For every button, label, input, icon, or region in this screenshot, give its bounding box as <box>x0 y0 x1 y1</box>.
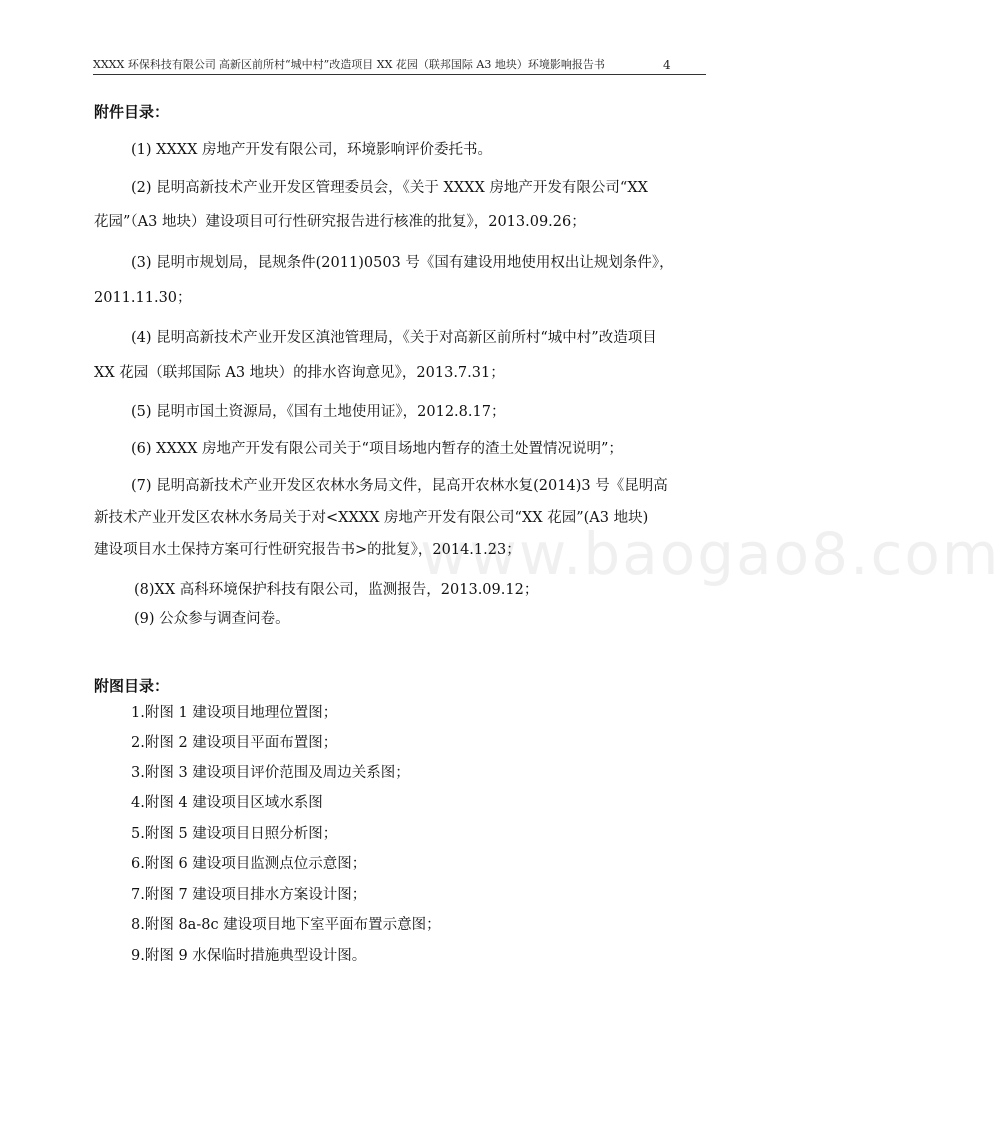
attachment-line: (3) 昆明市规划局，昆规条件(2011)0503 号《国有建设用地使用权出让规划条件》， <box>131 255 674 271</box>
attachment-line: (4) 昆明高新技术产业开发区滇池管理局，《关于对高新区前所村“城中村”改造项目 <box>131 330 657 346</box>
attachment-line: 建设项目水土保持方案可行性研究报告书>的批复》，2014.1.23； <box>94 542 521 558</box>
figure-line: 8.附图 8a-8c 建设项目地下室平面布置示意图； <box>131 917 441 933</box>
header-rule <box>93 74 706 75</box>
page-header <box>93 57 706 73</box>
attachment-line: 花园”（A3 地块）建设项目可行性研究报告进行核准的批复》，2013.09.26； <box>94 214 586 230</box>
figure-line: 5.附图 5 建设项目日照分析图； <box>131 826 338 842</box>
attachment-line: (1) XXXX 房地产开发有限公司，环境影响评价委托书。 <box>131 142 493 158</box>
figure-line: 6.附图 6 建设项目监测点位示意图； <box>131 856 367 872</box>
attachment-line: (5) 昆明市国土资源局，《国有土地使用证》，2012.8.17； <box>131 404 506 420</box>
attachment-line: (6) XXXX 房地产开发有限公司关于“项目场地内暂存的渣土处置情况说明”； <box>131 441 623 457</box>
figures-title: 附图目录： <box>94 677 170 695</box>
attachment-line: 2011.11.30； <box>94 290 192 306</box>
figure-line: 1.附图 1 建设项目地理位置图； <box>131 705 338 721</box>
attachment-line: (7) 昆明高新技术产业开发区农林水务局文件，昆高开农林水复(2014)3 号《昆明高 <box>131 478 668 494</box>
attachment-line: 新技术产业开发区农林水务局关于对<XXXX 房地产开发有限公司“XX 花园”(A3 地块) <box>94 510 649 526</box>
header-company: XXXX 环保科技有限公司 <box>93 58 216 71</box>
watermark: www.baogao8.com <box>420 520 1000 588</box>
figure-line: 3.附图 3 建设项目评价范围及周边关系图； <box>131 765 410 781</box>
header-title: 高新区前所村“城中村”改造项目 XX 花园（联邦国际 A3 地块）环境影响报告书 <box>219 58 605 71</box>
figure-line: 2.附图 2 建设项目平面布置图； <box>131 735 338 751</box>
figure-line: 9.附图 9 水保临时措施典型设计图。 <box>131 948 367 964</box>
figure-line: 7.附图 7 建设项目排水方案设计图； <box>131 887 367 903</box>
attachment-line: (8)XX 高科环境保护科技有限公司，监测报告，2013.09.12； <box>134 582 539 598</box>
attachment-line: XX 花园（联邦国际 A3 地块）的排水咨询意见》，2013.7.31； <box>94 365 505 381</box>
page-number: 4 <box>663 58 671 72</box>
attachment-line: (2) 昆明高新技术产业开发区管理委员会，《关于 XXXX 房地产开发有限公司“XX <box>131 180 648 196</box>
attachment-line: (9) 公众参与调查问卷。 <box>134 611 290 627</box>
figure-line: 4.附图 4 建设项目区域水系图 <box>131 795 323 811</box>
attachments-title: 附件目录： <box>94 103 170 121</box>
